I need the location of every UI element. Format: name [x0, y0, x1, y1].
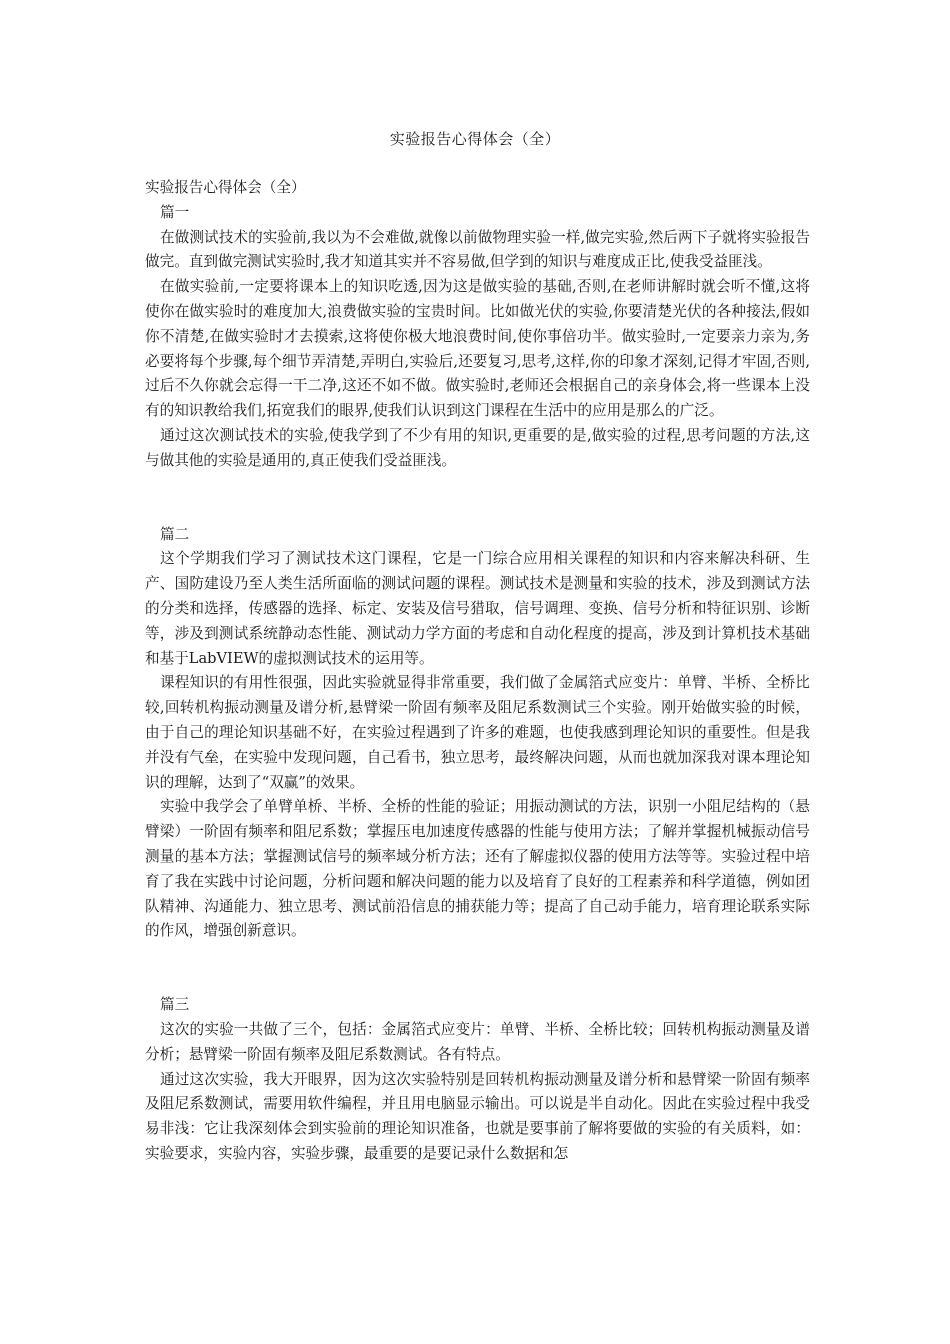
- document-subtitle: 实验报告心得体会（全）: [145, 179, 306, 196]
- paragraph: 实验中我学会了单臂单桥、半桥、全桥的性能的验证；用振动测试的方法，识别一小阻尼结构的（悬臂梁）一阶固有频率和阻尼系数；掌握压电加速度传感器的性能与使用方法；了解并掌握机械振动信号测量的基本方法；掌握测试信号的频率域分析方法；还有了解虚拟仪器的使用方法等等。实验过程中培育了我在实践中讨论问题，分析问题和解决问题的能力以及培育了良好的工程素养和科学道德，例如团队精神、沟通能力、独立思考、测试前沿信息的捕获能力等；提高了自己动手能力，培育理论联系实际的作风，增强创新意识。: [145, 798, 810, 940]
- paragraph: 在做实验前,一定要将课本上的知识吃透,因为这是做实验的基础,否则,在老师讲解时就会听不懂,这将使你在做实验时的难度加大,浪费做实验的宝贵时间。比如做光伏的实验,你要清楚光伏的各种接法,假如你不清楚,在做实验时才去摸索,这将使你极大地浪费时间,使你事倍功半。做实验时,一定要亲力亲为,务必要将每个步骤,每个细节弄清楚,弄明白,实验后,还要复习,思考,这样,你的印象才深刻,记得才牢固,否则,过后不久你就会忘得一干二净,这还不如不做。做实验时,老师还会根据自己的亲身体会,将一些课本上没有的知识教给我们,拓宽我们的眼界,使我们认识到这门课程在生活中的应用是那么的广泛。: [145, 278, 810, 420]
- document-body: [145, 176, 810, 1167]
- section-spacer: [145, 474, 810, 523]
- paragraph: 课程知识的有用性很强，因此实验就显得非常重要，我们做了金属箔式应变片：单臂、半桥、全桥比较,回转机构振动测量及谱分析,悬臂梁一阶固有频率及阻尼系数测试三个实验。刚开始做实验的时候，由于自己的理论知识基础不好，在实验过程遇到了许多的难题，也使我感到理论知识的重要性。但是我并没有气垒，在实验中发现问题，自己看书，独立思考，最终解决问题，从而也就加深我对课本理论知识的理解，达到了“双赢”的效果。: [145, 674, 810, 791]
- paragraph: 通过这次测试技术的实验,使我学到了不少有用的知识,更重要的是,做实验的过程,思考问题的方法,这与做其他的实验是通用的,真正使我们受益匪浅。: [145, 426, 810, 469]
- section-heading-3: 篇三: [160, 996, 190, 1014]
- paragraph: 这次的实验一共做了三个，包括：金属箔式应变片：单臂、半桥、全桥比较；回转机构振动测量及谱分析；悬臂梁一阶固有频率及阻尼系数测试。各有特点。: [145, 1020, 810, 1063]
- section-spacer: [145, 944, 810, 993]
- document-title: 实验报告心得体会（全）: [389, 130, 561, 148]
- section-heading-2: 篇二: [160, 525, 190, 543]
- paragraph: 在做测试技术的实验前,我以为不会难做,就像以前做物理实验一样,做完实验,然后两下子就将实验报告做完。直到做完测试实验时,我才知道其实并不容易做,但学到的知识与难度成正比,使我受益匪浅。: [145, 228, 810, 271]
- paragraph: 通过这次实验，我大开眼界，因为这次实验特别是回转机构振动测量及谱分析和悬臂梁一阶固有频率及阻尼系数测试，需要用软件编程，并且用电脑显示输出。可以说是半自动化。因此在实验过程中我受易非浅：它让我深刻体会到实验前的理论知识准备，也就是要事前了解将要做的实验的有关质料，如：实验要求，实验内容，实验步骤，最重要的是要记录什么数据和怎: [145, 1070, 810, 1162]
- paragraph: 这个学期我们学习了测试技术这门课程，它是一门综合应用相关课程的知识和内容来解决科研、生产、国防建设乃至人类生活所面临的测试问题的课程。测试技术是测量和实验的技术，涉及到测试方法的分类和选择，传感器的选择、标定、安装及信号猎取，信号调理、变换、信号分析和特征识别、诊断等，涉及到测试系统静动态性能、测试动力学方面的考虑和自动化程度的提高，涉及到计算机技术基础和基于LabVIEW的虚拟测试技术的运用等。: [145, 550, 810, 667]
- section-heading-1: 篇一: [160, 203, 190, 221]
